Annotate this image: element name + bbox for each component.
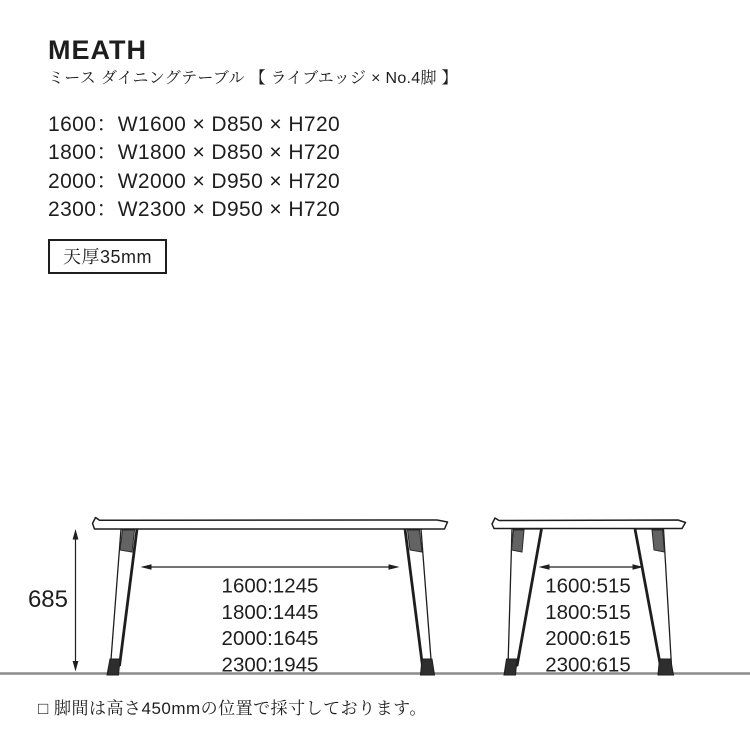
- size-spec-list: [48, 111, 340, 225]
- side-left-leg: [504, 529, 542, 675]
- front-span-label: 2300:1945: [221, 653, 319, 677]
- size-spec-line: 1800：W1800 × D850 × H720: [48, 141, 341, 165]
- page-subtitle: ミース ダイニングテーブル 【 ライブエッジ × No.4脚 】: [48, 70, 458, 87]
- leg-bracket: [512, 530, 525, 552]
- side-leg-span-dimension: [539, 564, 644, 570]
- side-span-label: 1800:515: [545, 600, 631, 624]
- leg-foot: [658, 659, 674, 675]
- page-title: MEATH: [48, 35, 147, 65]
- height-dimension-label: 685: [27, 586, 68, 613]
- arrow-left-icon: [141, 564, 152, 570]
- front-leg-span-dimension: [141, 564, 400, 570]
- leg-foot: [421, 659, 435, 675]
- technical-drawing: [0, 500, 750, 700]
- front-left-leg: [107, 529, 137, 675]
- drawing-svg: [0, 500, 750, 700]
- leg-foot: [107, 659, 120, 675]
- side-view-drawing: [492, 518, 686, 676]
- leg-bracket: [120, 530, 135, 552]
- side-span-label: 2000:615: [545, 627, 631, 651]
- front-leg-span-labels: [222, 575, 319, 677]
- front-span-label: 1600:1245: [221, 574, 319, 598]
- arrow-right-icon: [389, 564, 400, 570]
- top-thickness-badge: 天厚35mm: [48, 239, 167, 274]
- arrow-down-icon: [73, 661, 79, 672]
- arrow-up-icon: [73, 529, 79, 540]
- measurement-footnote: □ 脚間は高さ450mmの位置で採寸しております。: [38, 699, 427, 718]
- size-spec-line: 2000：W2000 × D950 × H720: [48, 169, 341, 193]
- front-right-leg: [405, 529, 435, 675]
- side-span-label: 1600:515: [545, 574, 631, 598]
- front-view-drawing: [28, 518, 448, 677]
- leg-foot: [504, 659, 517, 675]
- front-span-label: 1800:1445: [221, 600, 319, 624]
- leg-bracket: [408, 530, 423, 552]
- side-table-top: [492, 518, 686, 529]
- size-spec-line: 1600：W1600 × D850 × H720: [48, 113, 341, 136]
- leg-bracket: [652, 530, 665, 552]
- arrow-left-icon: [539, 564, 550, 570]
- height-dimension: [28, 529, 78, 672]
- side-right-leg: [635, 529, 674, 675]
- side-span-label: 2300:615: [545, 653, 631, 677]
- front-table-top: [93, 518, 448, 530]
- front-span-label: 2000:1645: [221, 627, 319, 651]
- side-leg-span-labels: [545, 575, 631, 677]
- size-spec-line: 2300：W2300 × D950 × H720: [48, 198, 341, 222]
